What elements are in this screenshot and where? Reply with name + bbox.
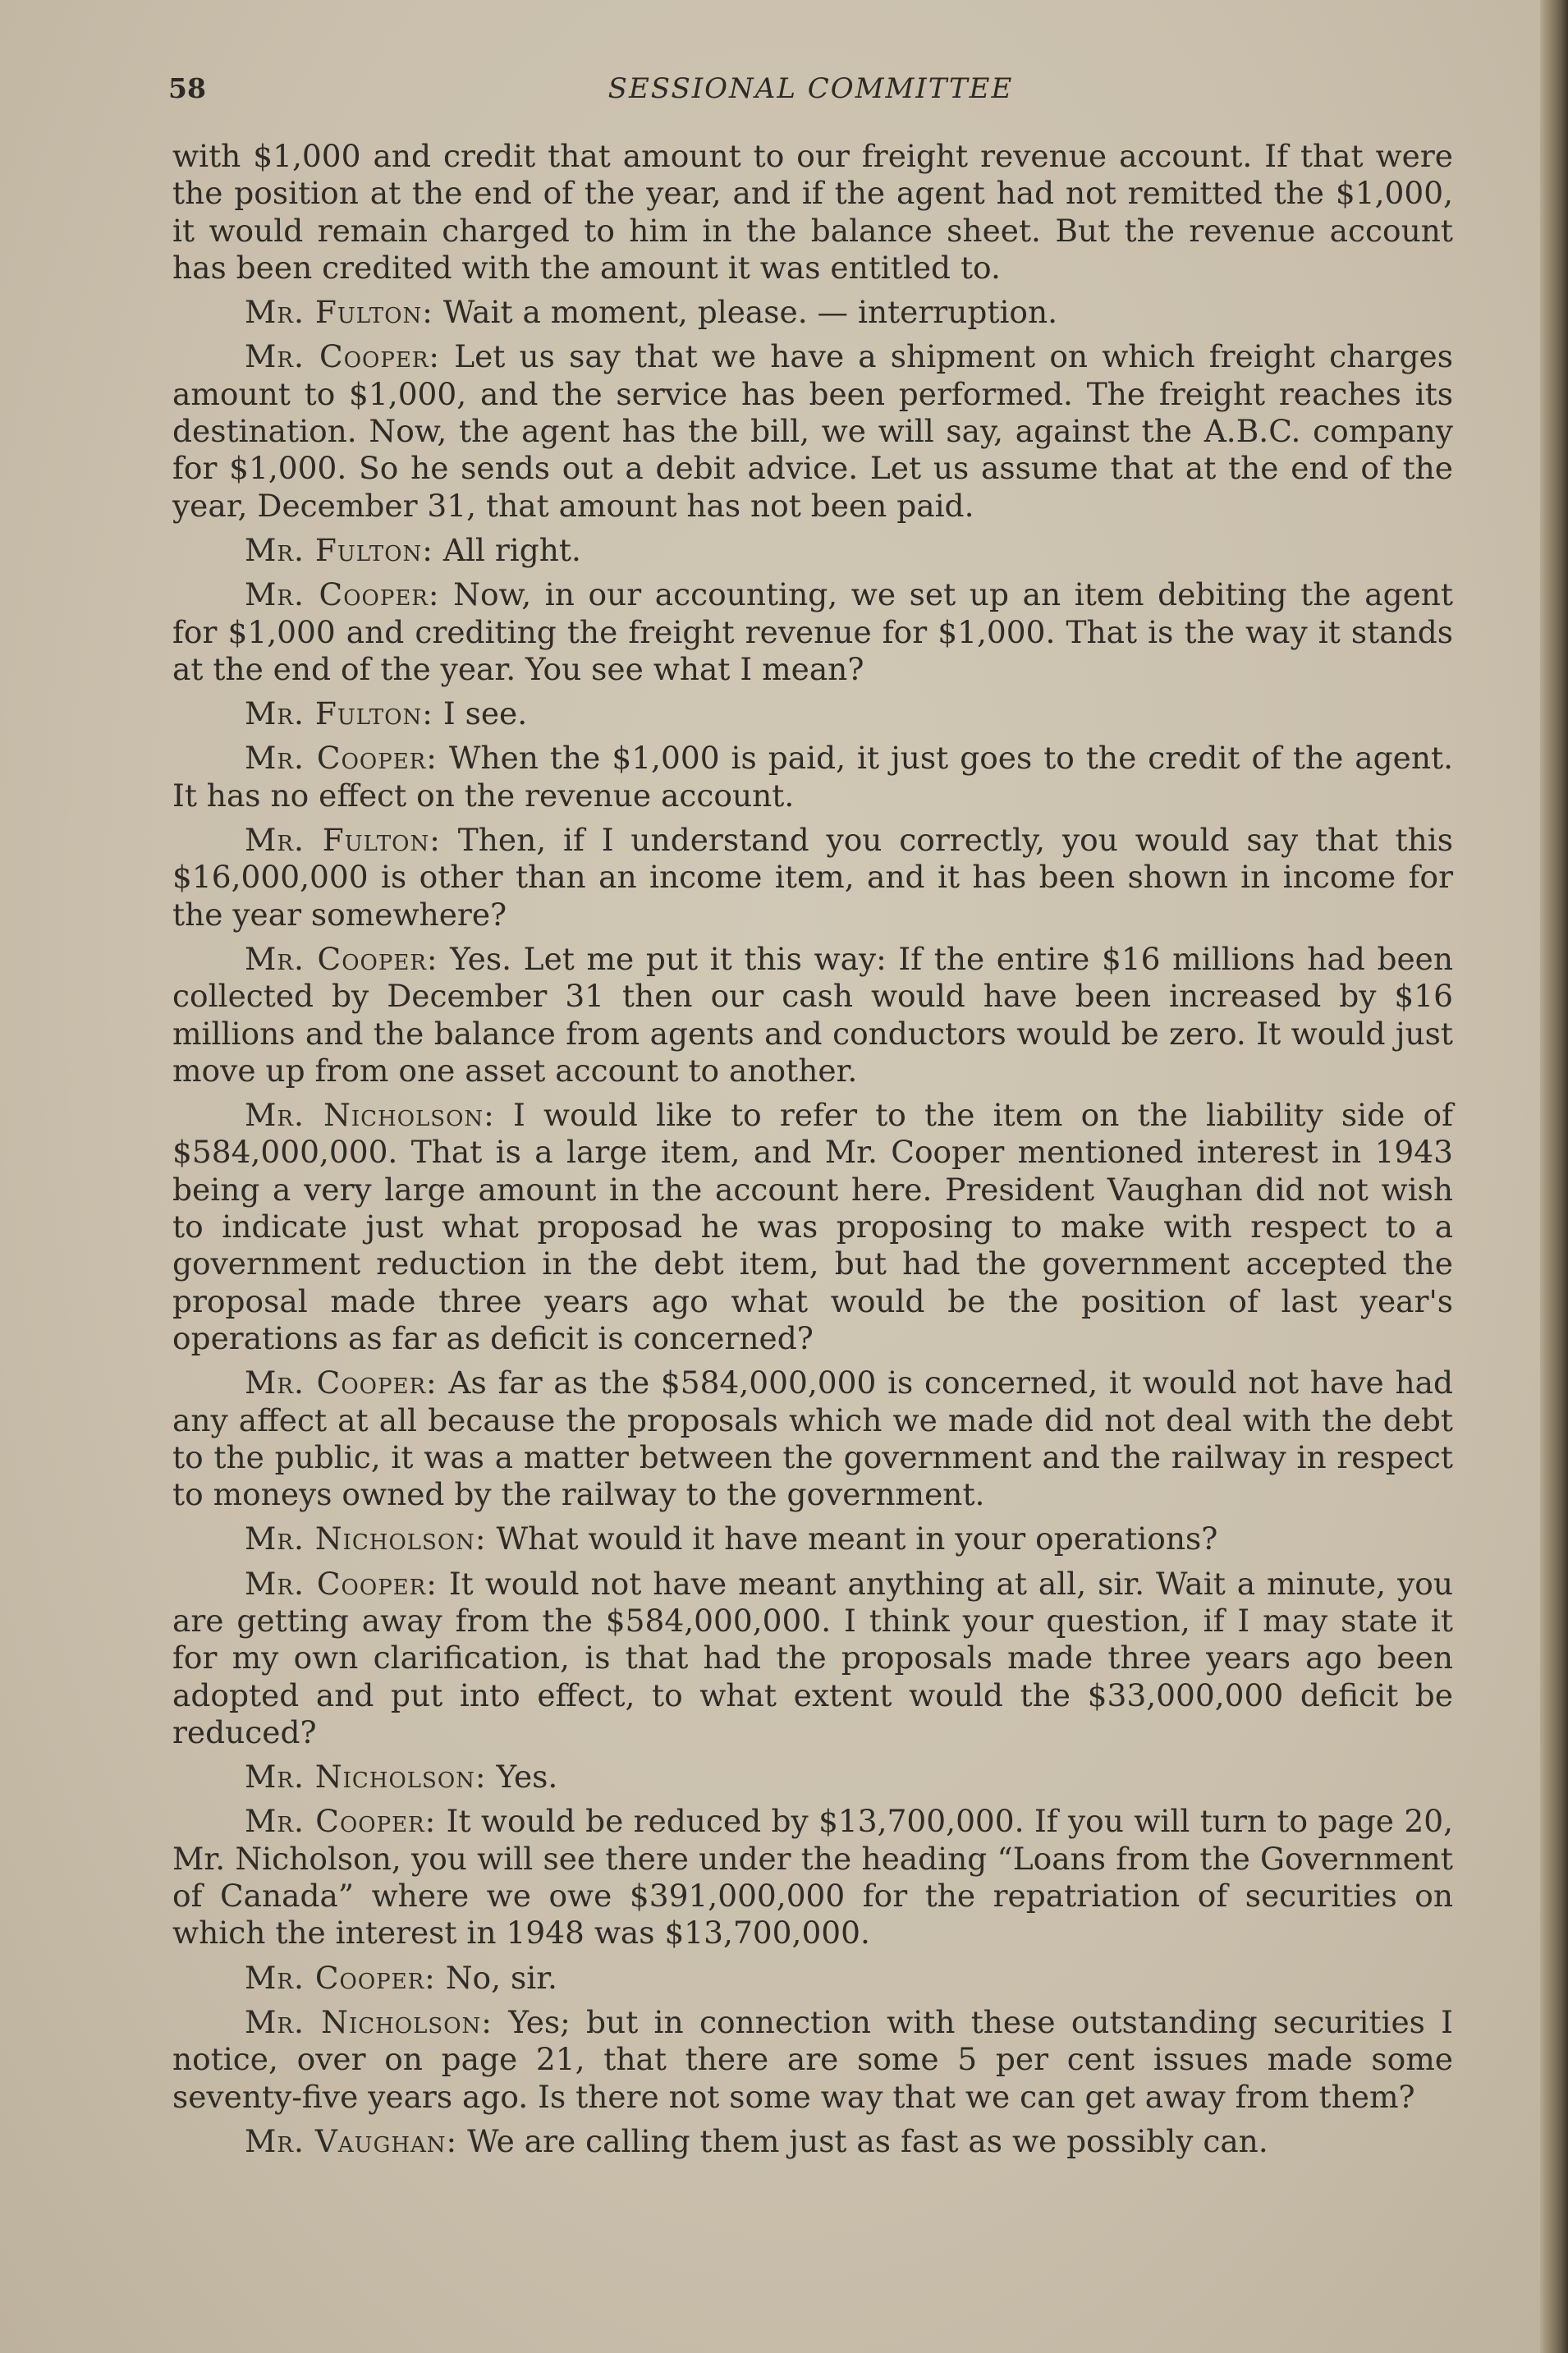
paragraph — [172, 740, 1453, 814]
paragraph-text: What would it have meant in your operations? — [486, 1521, 1218, 1557]
paragraph — [172, 1960, 1453, 1997]
body-text — [172, 138, 1453, 2167]
paragraph-text: Yes; but in connection with these outstanding securities I notice, over on page 21, that there are some 5 per cent issues made some seventy-five years ago. Is there not some way that we can get away from them? — [172, 2003, 1453, 2115]
paragraph-text: I would like to refer to the item on the liability side of $584,000,000. That is a large item, and Mr. Cooper mentioned interest in 1943 being a very large amount in the account here. President Vaughan did not wish to indicate just what proposad he was proposing to make with respect to a government reduction in the debt item, but had the government accepted the proposal made three years ago what would be the position of last year's operations as far as deficit is concerned? — [172, 1097, 1453, 1356]
paragraph-text: It would be reduced by $13,700,000. If you will turn to page 20, Mr. Nicholson, you will see there under the heading “Loans from the Government of Canada” where we owe $391,000,000 for the repatriation of securities on which the interest in 1948 was $13,700,000. — [172, 1803, 1453, 1952]
page-header — [168, 72, 1453, 113]
paragraph — [172, 2004, 1453, 2116]
paragraph-text: Yes. — [486, 1759, 558, 1796]
speaker-label: Mr. Nicholson: — [245, 1521, 487, 1557]
paragraph — [172, 138, 1453, 287]
speaker-label: Mr. Cooper: — [245, 576, 440, 613]
speaker-label: Mr. Nicholson: — [245, 2003, 493, 2040]
paragraph — [172, 1097, 1453, 1357]
paragraph — [172, 576, 1453, 688]
paragraph — [172, 1566, 1453, 1751]
paragraph-text: Then, if I understand you correctly, you would say that this $16,000,000 is other than an income item, and it has been shown in income for the year somewhere? — [172, 822, 1453, 933]
paragraph-text: Yes. Let me put it this way: If the entire $16 millions had been collected by December 31 then our cash would have been increased by $16 millions and the balance from agents and conductors would be zero. It would just move up from one asset account to another. — [172, 940, 1453, 1089]
paragraph — [172, 1521, 1453, 1557]
paragraph — [172, 1365, 1453, 1513]
speaker-label: Mr. Cooper: — [245, 1803, 437, 1840]
paragraph-text: No, sir. — [435, 1959, 557, 1996]
paragraph-text: Wait a moment, please. — interruption. — [433, 294, 1058, 331]
running-head: SESSIONAL COMMITTEE — [607, 72, 1014, 105]
speaker-label: Mr. Cooper: — [245, 338, 441, 375]
paragraph-text: Let us say that we have a shipment on which freight charges amount to $1,000, and the service has been performed. The freight reaches its destination. Now, the agent has the bill, we will say, against the A.B.C. company for $1,000. So he sends out a debit advice. Let us assume that at the end of the year, December 31, that amount has not been paid. — [172, 338, 1453, 524]
speaker-label: Mr. Fulton: — [245, 695, 433, 732]
page-number: 58 — [168, 72, 206, 104]
speaker-label: Mr. Nicholson: — [245, 1759, 487, 1796]
paragraph-text: Now, in our accounting, we set up an item debiting the agent for $1,000 and crediting the freight revenue for $1,000. That is the way it stands at the end of the year. You see what I mean? — [172, 576, 1453, 687]
paragraph — [172, 532, 1453, 569]
speaker-label: Mr. Nicholson: — [245, 1097, 495, 1134]
speaker-label: Mr. Cooper: — [245, 740, 438, 777]
speaker-label: Mr. Vaughan: — [245, 2122, 458, 2159]
paragraph — [172, 2123, 1453, 2160]
paragraph — [172, 1803, 1453, 1952]
paragraph — [172, 294, 1453, 331]
paragraph-text: I see. — [433, 695, 528, 732]
paragraph — [172, 941, 1453, 1089]
paragraph-text: We are calling them just as fast as we possibly can. — [457, 2122, 1268, 2159]
speaker-label: Mr. Cooper: — [245, 1365, 438, 1401]
speaker-label: Mr. Fulton: — [245, 822, 441, 859]
paragraph — [172, 1759, 1453, 1796]
speaker-label: Mr. Cooper: — [245, 1959, 436, 1996]
paragraph-text: All right. — [433, 531, 581, 568]
speaker-label: Mr. Cooper: — [245, 940, 438, 977]
paragraph — [172, 695, 1453, 732]
page-edge-shadow — [1540, 0, 1568, 2353]
speaker-label: Mr. Fulton: — [245, 531, 433, 568]
paragraph-text: It would not have meant anything at all, sir. Wait a minute, you are getting away from the $584,000,000. I think your question, if I may state it for my own clarification, is that had the proposals made three years ago been adopted and put into effect, to what extent would the $33,000,000 deficit be reduced? — [172, 1565, 1453, 1750]
speaker-label: Mr. Fulton: — [245, 294, 433, 331]
paragraph-text: As far as the $584,000,000 is concerned, it would not have had any affect at all because the proposals which we made did not deal with the debt to the public, it was a matter between the government and the railway in respect to moneys owned by the railway to the government. — [172, 1365, 1453, 1513]
paragraph — [172, 338, 1453, 524]
speaker-label: Mr. Cooper: — [245, 1565, 438, 1602]
paragraph — [172, 822, 1453, 933]
paragraph-text: When the $1,000 is paid, it just goes to the credit of the agent. It has no effect on the revenue account. — [172, 740, 1453, 814]
paragraph-text: with $1,000 and credit that amount to our freight revenue account. If that were the position at the end of the year, and if the agent had not remitted the $1,000, it would remain charged to him in the balance sheet. But the revenue account has been credited with the amount it was entitled to. — [172, 138, 1453, 286]
